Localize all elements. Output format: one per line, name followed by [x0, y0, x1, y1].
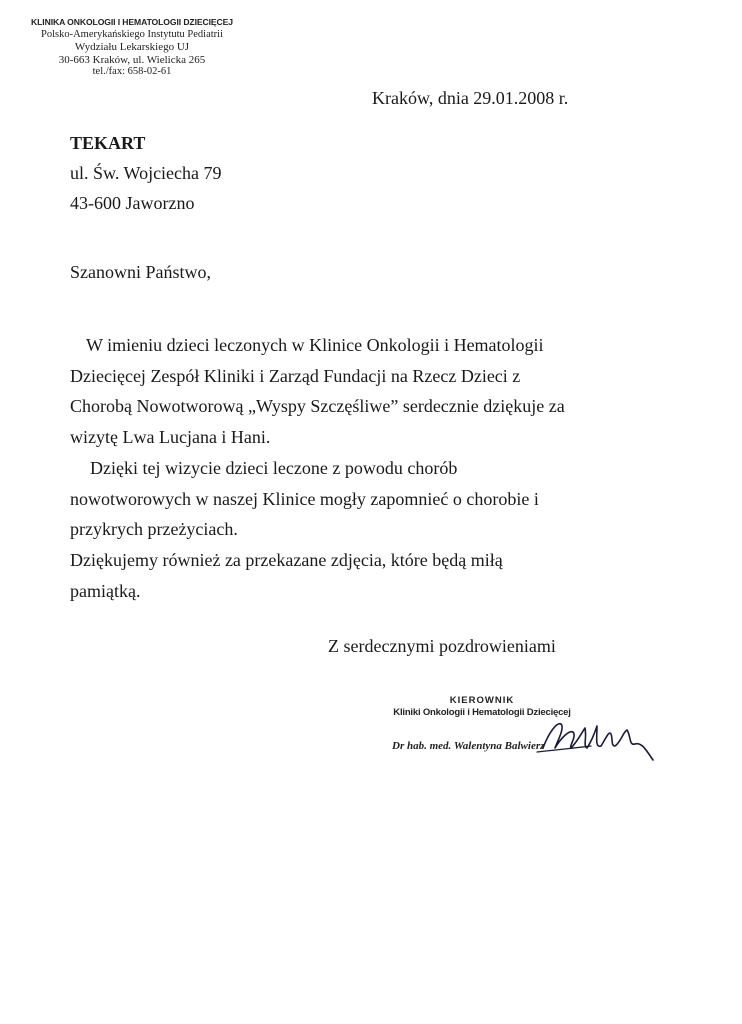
- signature-name: Dr hab. med. Walentyna Balwierz: [392, 740, 545, 752]
- letter-date: Kraków, dnia 29.01.2008 r.: [372, 88, 569, 108]
- letter-body: [70, 330, 610, 606]
- recipient-address: [70, 128, 222, 218]
- salutation: Szanowni Państwo,: [70, 262, 211, 282]
- recipient-street: ul. Św. Wojciecha 79: [70, 163, 222, 183]
- body-line: pamiątką.: [70, 580, 141, 601]
- letterhead-address: 30-663 Kraków, ul. Wielicka 265: [58, 53, 206, 66]
- signature-title: KIEROWNIK: [449, 695, 515, 706]
- signature-organization: Kliniki Onkologii i Hematologii Dziecięcej: [393, 707, 571, 718]
- body-line: Dziecięcej Zespół Kliniki i Zarząd Fundacji na Rzecz Dzieci z: [70, 365, 521, 386]
- letterhead-faculty: Wydziału Lekarskiego UJ: [74, 41, 190, 53]
- body-line: Dzięki tej wizycie dzieci leczone z powodu chorób: [90, 457, 458, 478]
- letterhead-phone: tel./fax: 658-02-61: [92, 66, 172, 77]
- handwritten-signature: [535, 708, 665, 768]
- body-line: Dziękujemy również za przekazane zdjęcia, które będą miłą: [70, 549, 503, 570]
- body-line: nowotworowych w naszej Klinice mogły zapomnieć o chorobie i: [70, 488, 539, 509]
- closing-phrase: Z serdecznymi pozdrowieniami: [328, 636, 556, 656]
- body-line: Chorobą Nowotworową „Wyspy Szczęśliwe” serdecznie dziękuje za: [70, 396, 565, 417]
- recipient-city: 43-600 Jaworzno: [70, 193, 195, 213]
- letterhead-stamp: [22, 16, 242, 79]
- body-line: wizytę Lwa Lucjana i Hani.: [70, 427, 271, 448]
- recipient-name: TEKART: [70, 133, 146, 153]
- letterhead-clinic-name: KLINIKA ONKOLOGII I HEMATOLOGII DZIECIĘCEJ: [31, 17, 233, 27]
- letterhead-institute: Polsko-Amerykańskiego Instytutu Pediatrii: [41, 28, 223, 40]
- body-line: przykrych przeżyciach.: [70, 519, 238, 540]
- body-line: W imieniu dzieci leczonych w Klinice Onkologii i Hematologii: [86, 335, 544, 355]
